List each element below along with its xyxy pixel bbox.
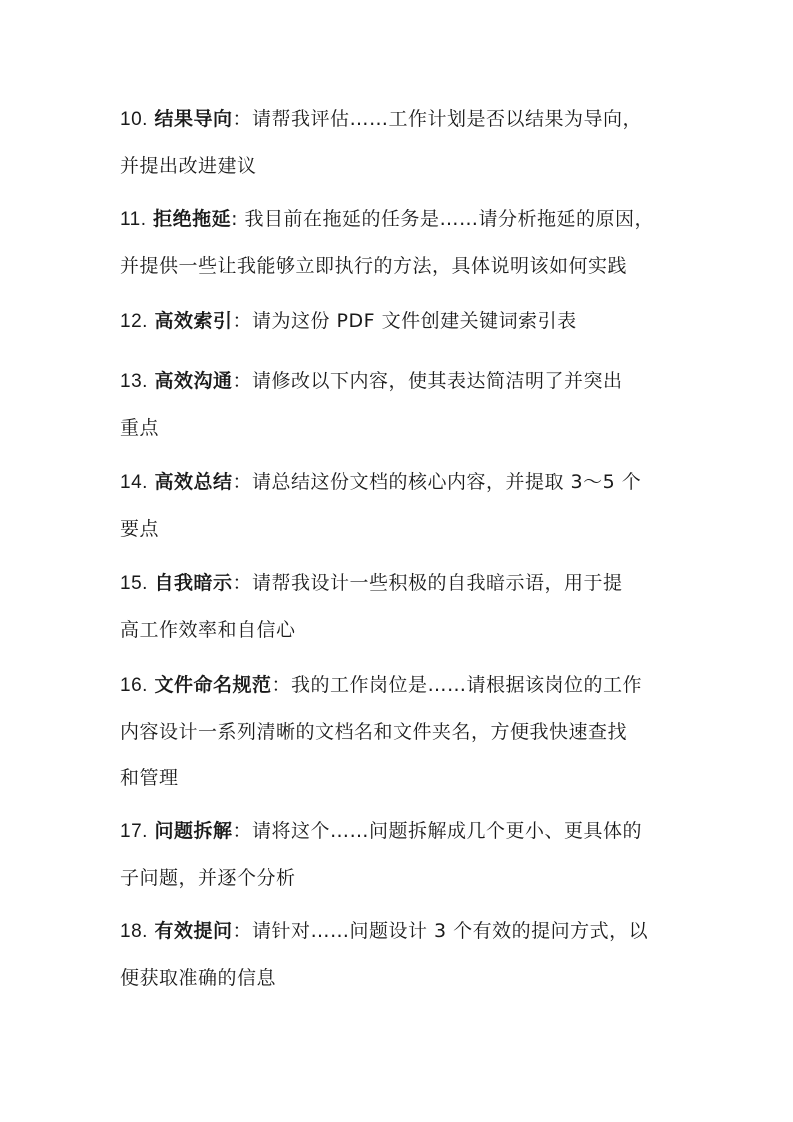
item-text: 请将这个……问题拆解成几个更小、更具体的	[252, 820, 643, 842]
item-text: 请帮我评估……工作计划是否以结果为导向，	[252, 108, 643, 130]
item-number: 14.	[120, 472, 148, 493]
item-text: 请针对……问题设计 3 个有效的提问方式，以	[252, 920, 649, 942]
item-line	[120, 196, 680, 243]
item-text: 请修改以下内容，使其表达简洁明了并突出	[252, 370, 623, 392]
item-text: 要点	[120, 518, 160, 540]
item-text: 并提供一些让我能够立即执行的方法，具体说明该如何实践	[120, 255, 628, 277]
item-number: 12.	[120, 311, 148, 332]
list-item	[120, 96, 680, 189]
item-number: 10.	[120, 109, 148, 130]
list-item	[120, 196, 680, 289]
item-separator: ：	[232, 820, 252, 842]
item-text: 请为这份 PDF 文件创建关键词索引表	[252, 310, 577, 332]
item-separator: ：	[232, 471, 252, 493]
item-text: 子问题，并逐个分析	[120, 867, 296, 889]
item-text: 便获取准确的信息	[120, 967, 277, 989]
item-separator: ：	[271, 674, 291, 696]
item-separator: ：	[232, 370, 252, 392]
item-separator: ：	[232, 920, 252, 942]
item-title: 高效沟通	[154, 370, 233, 392]
item-separator: ：	[232, 572, 252, 594]
item-title: 有效提问	[154, 920, 233, 942]
item-text: 高工作效率和自信心	[120, 619, 296, 641]
item-text: 请总结这份文档的核心内容，并提取 3～5 个	[252, 471, 642, 493]
item-number: 13.	[120, 371, 148, 392]
item-line	[120, 560, 680, 607]
item-line	[120, 459, 680, 506]
item-text: 我的工作岗位是……请根据该岗位的工作	[291, 674, 643, 696]
item-title: 高效总结	[154, 471, 233, 493]
item-line	[120, 662, 680, 709]
item-line	[120, 908, 680, 955]
list-item	[120, 459, 680, 552]
item-text: 内容设计一系列清晰的文档名和文件夹名，方便我快速查找	[120, 721, 628, 743]
item-separator: ：	[232, 108, 252, 130]
item-text: 和管理	[120, 767, 179, 789]
list-item	[120, 298, 680, 345]
item-separator: ：	[232, 310, 252, 332]
item-number: 17.	[120, 821, 148, 842]
item-text: 并提出改进建议	[120, 155, 257, 177]
item-separator: :	[231, 208, 245, 230]
item-line	[120, 298, 680, 345]
item-title: 结果导向	[154, 108, 233, 130]
item-text: 我目前在拖延的任务是……请分析拖延的原因，	[244, 208, 655, 230]
item-line	[120, 96, 680, 143]
item-title: 文件命名规范	[154, 674, 272, 696]
list-item	[120, 662, 680, 801]
item-number: 16.	[120, 675, 148, 696]
list-item	[120, 908, 680, 1001]
item-title: 拒绝拖延	[153, 208, 232, 230]
list-item	[120, 560, 680, 653]
item-number: 18.	[120, 921, 148, 942]
item-title: 自我暗示	[154, 572, 233, 594]
item-text: 重点	[120, 417, 160, 439]
item-title: 问题拆解	[154, 820, 233, 842]
list-item	[120, 808, 680, 901]
item-text: 请帮我设计一些积极的自我暗示语，用于提	[252, 572, 623, 594]
item-title: 高效索引	[154, 310, 233, 332]
item-line	[120, 358, 680, 405]
item-line	[120, 808, 680, 855]
list-item	[120, 358, 680, 451]
item-number: 11.	[120, 209, 147, 230]
item-number: 15.	[120, 573, 148, 594]
